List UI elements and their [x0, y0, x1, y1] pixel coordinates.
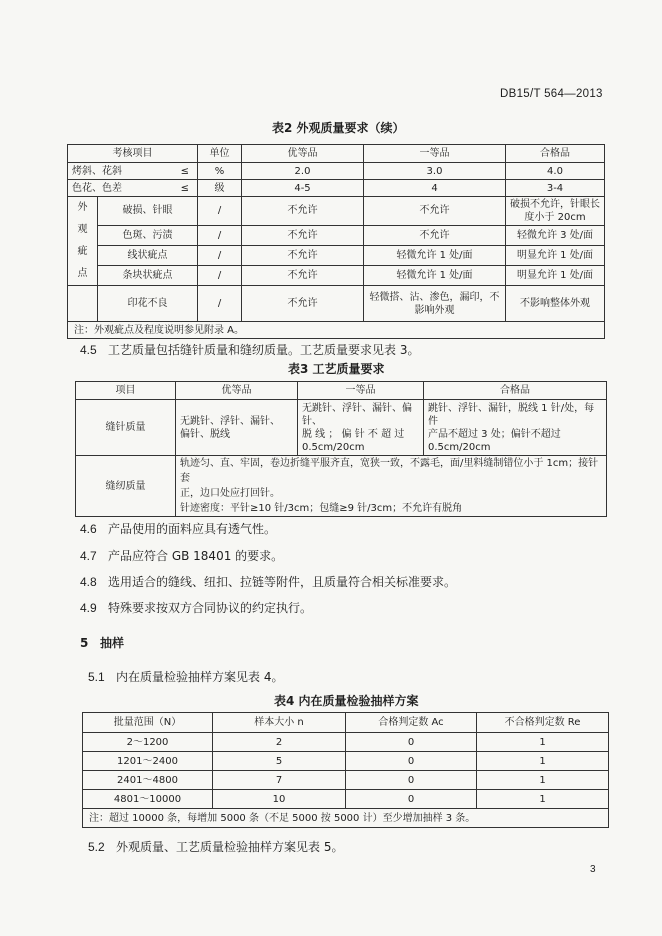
table4-header: 批量范围（N）: [83, 713, 213, 733]
table4-note-row: [83, 809, 609, 828]
table2-item: 条块状疵点: [98, 265, 198, 285]
table-row: [83, 790, 609, 809]
table3: [75, 381, 607, 517]
table2-item: 色斑、污渍: [98, 225, 198, 245]
table2-first: 不允许: [364, 225, 506, 245]
table-row: [68, 225, 605, 245]
table4-cell: 0: [346, 752, 477, 771]
table-row: [83, 752, 609, 771]
table4-cell: 1: [477, 733, 609, 752]
table3-item: 缝纫质量: [76, 456, 176, 517]
table3-header: 优等品: [176, 382, 298, 400]
table-row: [76, 400, 607, 456]
table2-header: 单位: [198, 145, 242, 163]
table3-header: 一等品: [298, 382, 424, 400]
table2-unit: 级: [198, 180, 242, 197]
table3-item: 缝针质量: [76, 400, 176, 456]
table4-cell: 10: [213, 790, 346, 809]
table2-first: 4: [364, 180, 506, 197]
table4-cell: 0: [346, 771, 477, 790]
table3-sewing-text: 轨迹匀、直、牢固，卷边折缝平服齐直，宽狭一致，不露毛，面/里料缝制错位小于 1cm；接针套 正，边口处应打回针。 针迹密度：平针≥10 针/3cm；包缝≥9 针/3cm；不允许有脱角: [176, 456, 607, 517]
table3-caption: 表3 工艺质量要求: [288, 362, 385, 376]
table4-cell: 7: [213, 771, 346, 790]
table4-cell: 0: [346, 790, 477, 809]
table2-item: 烤斜、花斜 ≤: [68, 163, 198, 180]
table4: [82, 712, 609, 828]
table2-caption: 表2 外观质量要求（续）: [272, 121, 405, 135]
table-row: [68, 197, 605, 226]
table2-qualified: 破损不允许，针眼长度小于 20cm: [506, 197, 605, 226]
section-heading-5: 5 抽样: [80, 636, 125, 650]
table2-unit: /: [198, 265, 242, 285]
table-row: [83, 771, 609, 790]
document-id: DB15/T 564—2013: [500, 88, 603, 100]
table2-qualified: 明显允许 1 处/面: [506, 265, 605, 285]
table2-superior: 不允许: [242, 245, 364, 265]
table2-superior: 不允许: [242, 225, 364, 245]
table-row: [76, 456, 607, 517]
table2-note: 注：外观疵点及程度说明参见附录 A。: [68, 322, 605, 339]
table3-header: 项目: [76, 382, 176, 400]
table2-unit: /: [198, 245, 242, 265]
table2-group-label: 外 观 疵 点: [68, 197, 98, 286]
table4-cell: 2～1200: [83, 733, 213, 752]
table3-superior: 无跳针、浮针、漏针、 偏针、脱线: [176, 400, 298, 456]
page-number: 3: [590, 864, 596, 875]
paragraph-4-9: 4.9 特殊要求按双方合同协议的约定执行。: [80, 601, 313, 615]
paragraph-4-5: 4.5 工艺质量包括缝针质量和缝纫质量。工艺质量要求见表 3。: [80, 343, 420, 357]
table2-header: 合格品: [506, 145, 605, 163]
table2-header: 优等品: [242, 145, 364, 163]
table2-header-row: [68, 145, 605, 163]
table2-first: 不允许: [364, 197, 506, 226]
table4-cell: 1: [477, 752, 609, 771]
table2-item: 色花、色差 ≤: [68, 180, 198, 197]
table2-superior: 2.0: [242, 163, 364, 180]
table-row: [83, 733, 609, 752]
table2-item: 破损、针眼: [98, 197, 198, 226]
table4-cell: 5: [213, 752, 346, 771]
table2-qualified: 轻微允许 3 处/面: [506, 225, 605, 245]
paragraph-4-7: 4.7 产品应符合 GB 18401 的要求。: [80, 549, 284, 563]
table2-qualified: 明显允许 1 处/面: [506, 245, 605, 265]
table3-first: 无跳针、浮针、漏针、偏针、 脱 线 ； 偏 针 不 超 过 0.5cm/20cm: [298, 400, 424, 456]
table2-header: 考核项目: [68, 145, 198, 163]
table3-qualified: 跳针、浮针、漏针，脱线 1 针/处，每件 产品不超过 3 处；偏针不超过 0.5cm/20cm: [424, 400, 607, 456]
table2-superior: 不允许: [242, 286, 364, 322]
table4-header: 样本大小 n: [213, 713, 346, 733]
table4-cell: 1: [477, 790, 609, 809]
table4-cell: 4801～10000: [83, 790, 213, 809]
table4-cell: 1: [477, 771, 609, 790]
table2-first: 轻微搭、沾、渗色，漏印，不 影响外观: [364, 286, 506, 322]
table2-superior: 不允许: [242, 265, 364, 285]
table2-qualified: 4.0: [506, 163, 605, 180]
table4-cell: 1201～2400: [83, 752, 213, 771]
paragraph-4-6: 4.6 产品使用的面料应具有透气性。: [80, 522, 277, 536]
table2-unit: %: [198, 163, 242, 180]
paragraph-5-1: 5.1 内在质量检验抽样方案见表 4。: [88, 670, 284, 684]
table4-header: 合格判定数 Ac: [346, 713, 477, 733]
table4-cell: 2: [213, 733, 346, 752]
table2: [67, 144, 605, 339]
table4-note: 注：超过 10000 条，每增加 5000 条（不足 5000 按 5000 计）至少增加抽样 3 条。: [83, 809, 609, 828]
table-row: [68, 163, 605, 180]
table2-superior: 不允许: [242, 197, 364, 226]
table-row: [68, 286, 605, 322]
table3-header: 合格品: [424, 382, 607, 400]
table-row: [68, 265, 605, 285]
table2-unit: /: [198, 286, 242, 322]
table3-header-row: [76, 382, 607, 400]
table2-unit: /: [198, 225, 242, 245]
table-row: [68, 180, 605, 197]
table4-header-row: [83, 713, 609, 733]
table4-cell: 0: [346, 733, 477, 752]
table2-qualified: 不影响整体外观: [506, 286, 605, 322]
table2-qualified: 3-4: [506, 180, 605, 197]
paragraph-5-2: 5.2 外观质量、工艺质量检验抽样方案见表 5。: [88, 840, 344, 854]
table4-cell: 2401～4800: [83, 771, 213, 790]
table2-item: 线状疵点: [98, 245, 198, 265]
table4-caption: 表4 内在质量检验抽样方案: [274, 694, 419, 708]
table2-superior: 4-5: [242, 180, 364, 197]
paragraph-4-8: 4.8 选用适合的缝线、纽扣、拉链等附件，且质量符合相关标准要求。: [80, 575, 457, 589]
table2-first: 轻微允许 1 处/面: [364, 245, 506, 265]
table4-header: 不合格判定数 Re: [477, 713, 609, 733]
table2-unit: /: [198, 197, 242, 226]
table2-note-row: [68, 322, 605, 339]
table2-first: 3.0: [364, 163, 506, 180]
table2-first: 轻微允许 1 处/面: [364, 265, 506, 285]
table2-item: 印花不良: [98, 286, 198, 322]
table2-header: 一等品: [364, 145, 506, 163]
table-row: [68, 245, 605, 265]
